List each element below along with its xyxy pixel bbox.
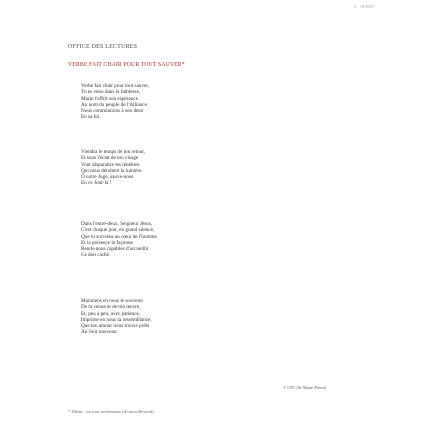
verse-line: Dans l'entre-deux, Seigneur Jésus,: [81, 221, 153, 227]
stanza-4: [81, 298, 152, 336]
verse-line: En ce Jour-là !: [81, 180, 112, 187]
verse-line: Verbe fait chair pour tout sauver,: [81, 83, 150, 89]
page-number: 5 · AVENT: [354, 4, 375, 9]
section-title: OFFICE DES LECTURES: [68, 44, 138, 50]
footnote-text: Thème : les trois avènements (de saint Bernard).: [71, 409, 155, 414]
verse-line: Que tu surviens au cœur de l'homme: [81, 233, 157, 240]
verse-line: Maintiens en nous le souvenir: [81, 298, 144, 304]
verse-line: Ce don caché.: [81, 252, 111, 259]
verse-line: Que ton amour nous trouve prêts: [81, 323, 150, 330]
verse-line: Imprime en nous ta ressemblance.: [81, 316, 152, 323]
verse-line: En sa foi.: [81, 114, 101, 121]
hymn-title: VERBE FAIT CHAIR POUR TOUT SAUVER*: [68, 62, 185, 68]
stanza-2: [81, 149, 145, 187]
verse-line: Marie t'offrit son espérance: [81, 95, 138, 102]
verse-line: Au nom du peuple de l'Alliance.: [81, 101, 149, 108]
verse-line: Et sous l'éclat de ton visage: [81, 155, 139, 162]
verse-line: Qui nous dérobent la lumière.: [81, 167, 143, 174]
stanza-3: [81, 221, 157, 259]
verse-line: Nous communions à son désir: [81, 108, 144, 115]
footnote-marker: *: [68, 409, 71, 414]
verse-line: Au Jour nouveau.: [81, 329, 118, 336]
verse-line: C'est chaque jour, en grand silence,: [81, 227, 155, 234]
verse-line: Viendra le temps de ton retour,: [81, 149, 146, 155]
stanza-1: [81, 83, 149, 121]
verse-line: Rends-nous capables d'accueillir: [81, 246, 149, 253]
verse-line: De ta venue et de ton œuvre,: [81, 304, 141, 311]
verse-line: Tu es venu dans la faiblesse,: [81, 89, 141, 96]
verse-line: Vont disparaître les ténèbres: [81, 161, 140, 168]
footnote: [68, 409, 155, 414]
copyright-notice: © CFC (Sr Marie-Pierre): [283, 385, 327, 390]
verse-line: Ô notre Juge, sauve-nous: [81, 174, 134, 181]
verse-line: Et, peu à peu, avec patience,: [81, 310, 141, 317]
verse-line: Et ta présence le façonne.: [81, 239, 135, 246]
